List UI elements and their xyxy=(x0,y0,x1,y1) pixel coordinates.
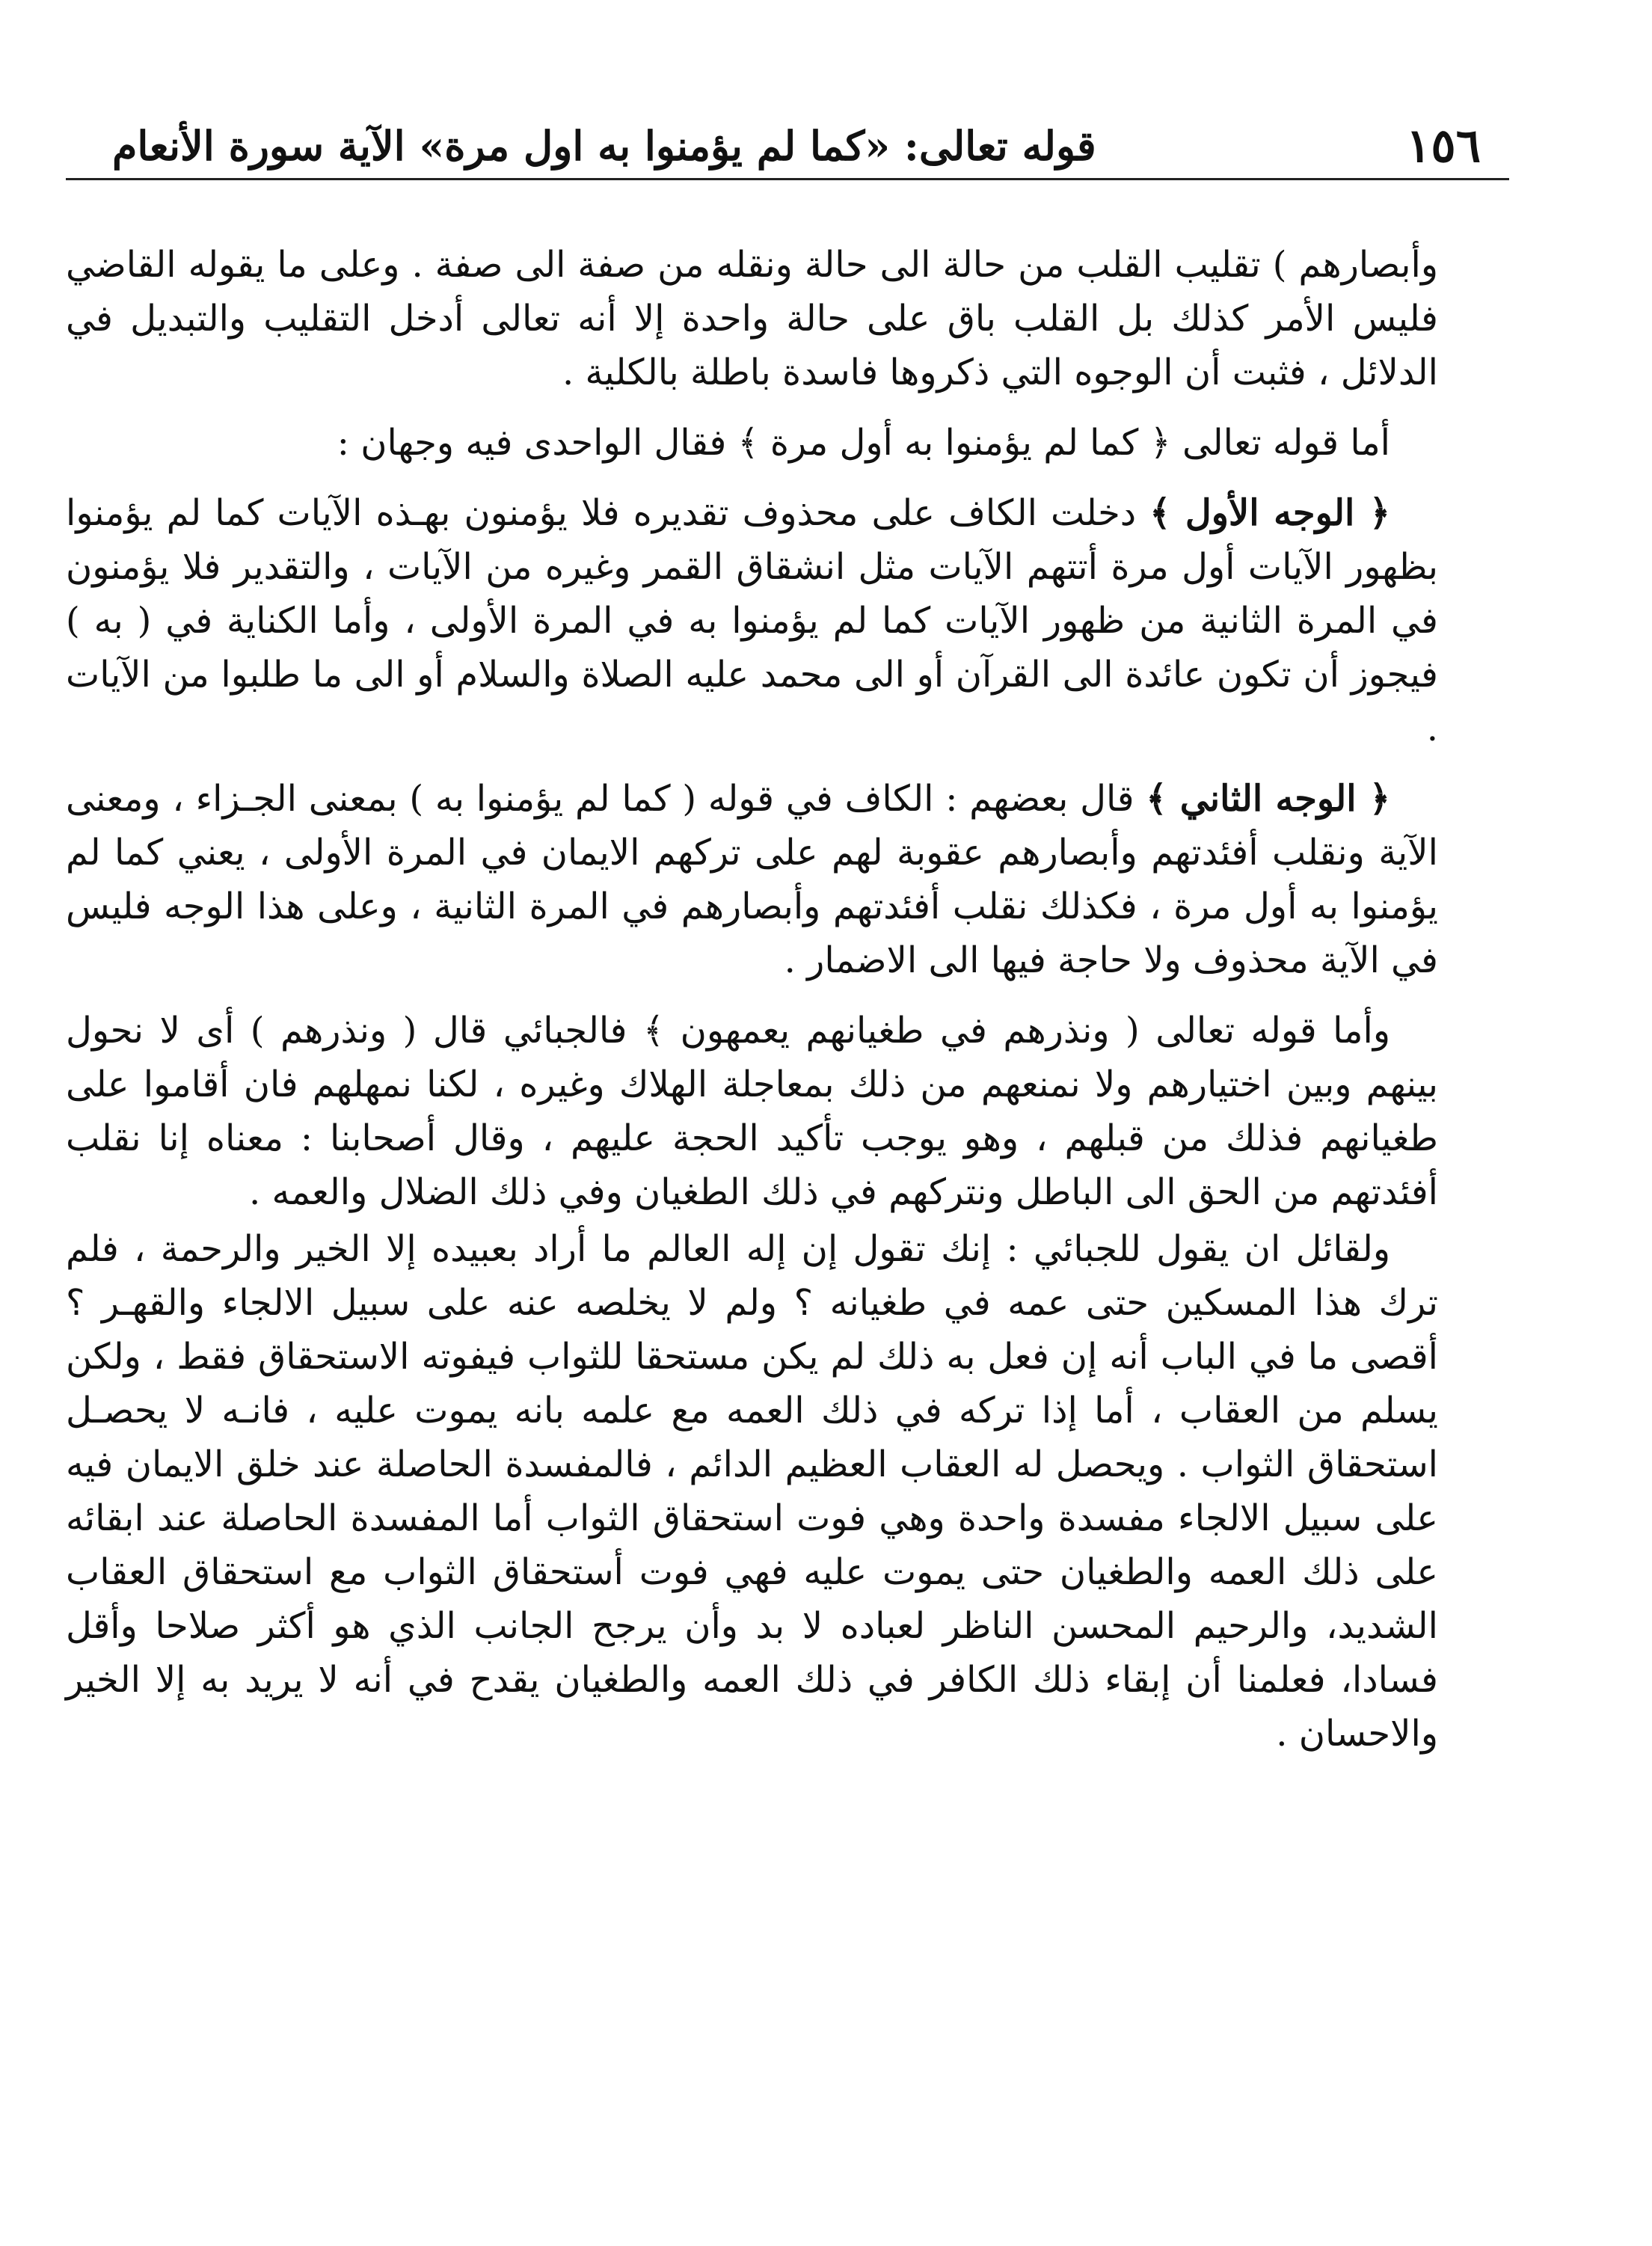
section-heading: ﴿ الوجه الثاني ﴾ xyxy=(1146,778,1391,820)
paragraph: أما قوله تعالى ﴿ كما لم يؤمنوا به أول مرة ﴾ فقال الواحدى فيه وجهان : xyxy=(337,422,1390,464)
paragraph: وأبصارهم ) تقليب القلب من حالة الى حالة ونقله من صفة الى صفة . وعلى ما يقوله القاضي فليس الأمر كذلك بل القلب باق على حالة واحدة إلا أنه تعالى أدخل التقليب والتبديل في الدلائل ، فثبت أن الوجوه التي ذكروها فاسدة باطلة بالكلية . xyxy=(66,244,1438,393)
page-number: ١٥٦ xyxy=(1406,118,1481,173)
paragraph: ﴿ الوجه الأول ﴾ دخلت الكاف على محذوف تقديره فلا يؤمنون بهـذه الآيات كما لم يؤمنوا بظهور الآيات أول مرة أتتهم الآيات مثل انشقاق القمر وغيره من الآيات ، والتقدير فلا يؤمنون في المرة الثانية من ظهور الآيات كما لم يؤمنوا به في المرة الأولى ، وأما الكناية في ( به ) فيجوز أن تكون عائدة الى القرآن أو الى محمد عليه الصلاة والسلام أو الى ما طلبوا من الآيات . xyxy=(66,492,1438,749)
running-title: قوله تعالى: «كما لم يؤمنوا به اول مرة» الآية سورة الأنعام xyxy=(112,122,1096,170)
paragraph: ﴿ الوجه الثاني ﴾ قال بعضهم : الكاف في قوله ( كما لم يؤمنوا به ) بمعنى الجـزاء ، ومعنى الآية ونقلب أفئدتهم وأبصارهم عقوبة لهم على تركهم الايمان في المرة الأولى ، يعني كما لم يؤمنوا به أول مرة ، فكذلك نقلب أفئدتهم وأبصارهم في المرة الثانية ، وعلى هذا الوجه فليس في الآية محذوف ولا حاجة فيها الى الاضمار . xyxy=(66,778,1438,981)
header-rule xyxy=(66,178,1509,180)
paragraph: وأما قوله تعالى ( ونذرهم في طغيانهم يعمهون ﴾ فالجبائي قال ( ونذرهم ) أى لا نحول بينهم وبين اختيارهم ولا نمنعهم من ذلك بمعاجلة الهلاك وغيره ، لكنا نمهلهم فان أقاموا على طغيانهم فذلك من قبلهم ، وهو يوجب تأكيد الحجة عليهم ، وقال أصحابنا : معناه إنا نقلب أفئدتهم من الحق الى الباطل ونتركهم في ذلك الطغيان وفي ذلك الضلال والعمه . xyxy=(66,1010,1439,1213)
page-header xyxy=(97,112,1503,184)
section-heading: ﴿ الوجه الأول ﴾ xyxy=(1149,492,1391,534)
paragraph: ولقائل ان يقول للجبائي : إنك تقول إن إله العالم ما أراد بعبيده إلا الخير والرحمة ، فلم ترك هذا المسكين حتى عمه في طغيانه ؟ ولم لا يخلصه عنه على سبيل الالجاء والقهـر ؟ أقصى ما في الباب أنه إن فعل به ذلك لم يكن مستحقا للثواب فيفوته الاستحقاق فقط ، ولكن يسلم من العقاب ، أما إذا تركه في ذلك العمه مع علمه بانه يموت عليه ، فانـه لا يحصـل استحقاق الثواب . ويحصل له العقاب العظيم الدائم ، فالمفسدة الحاصلة عند خلق الايمان فيه على سبيل الالجاء مفسدة واحدة وهي فوت استحقاق الثواب أما المفسدة الحاصلة عند ابقائه على ذلك العمه والطغيان حتى يموت عليه فهي فوت أستحقاق الثواب مع استحقاق العقاب الشديد، والرحيم المحسن الناظر لعباده لا بد وأن يرجح الجانب الذي هو أكثر صلاحا وأقل فسادا، فعلمنا أن إبقاء ذلك الكافر في ذلك العمه والطغيان يقدح في أنه لا يريد به إلا الخير والاحسان . xyxy=(66,1228,1439,1755)
main-text xyxy=(66,238,1438,1777)
